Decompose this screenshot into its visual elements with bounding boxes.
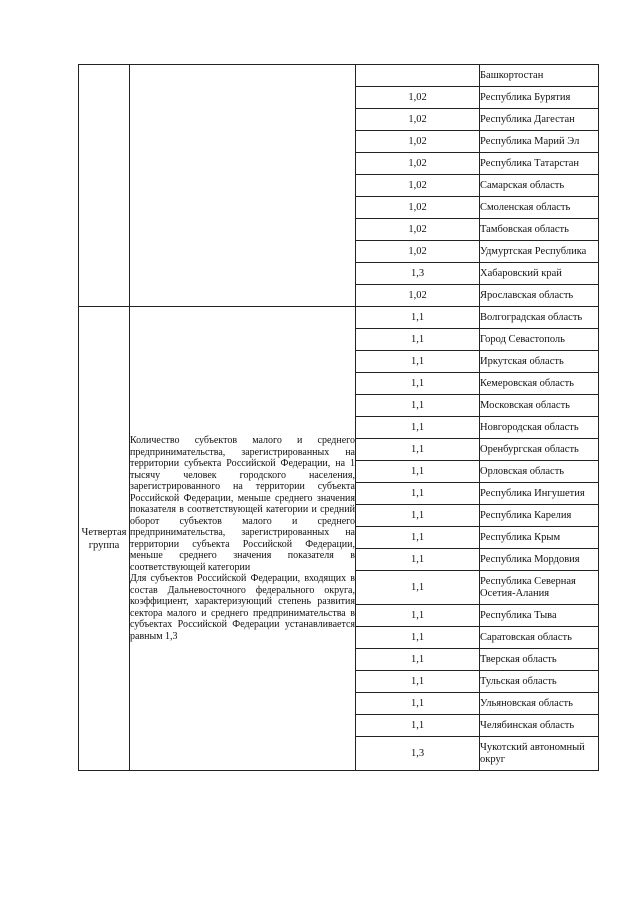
coefficient-cell: 1,3 xyxy=(356,737,480,771)
region-cell: Город Севастополь xyxy=(480,329,599,351)
group-label-line2: группа xyxy=(88,539,120,551)
region-cell: Иркутская область xyxy=(480,351,599,373)
coefficient-cell: 1,02 xyxy=(356,285,480,307)
coefficient-cell: 1,1 xyxy=(356,571,480,605)
region-cell: Московская область xyxy=(480,395,599,417)
coefficient-cell: 1,02 xyxy=(356,219,480,241)
criteria-cell-previous xyxy=(130,65,356,307)
group-label-cell xyxy=(79,307,130,771)
coefficient-cell: 1,1 xyxy=(356,671,480,693)
coefficient-cell: 1,1 xyxy=(356,649,480,671)
region-cell: Республика Ингушетия xyxy=(480,483,599,505)
region-cell: Республика Мордовия xyxy=(480,549,599,571)
region-cell: Республика Татарстан xyxy=(480,153,599,175)
region-cell: Новгородская область xyxy=(480,417,599,439)
coefficient-cell: 1,02 xyxy=(356,109,480,131)
region-cell: Республика Северная Осетия-Алания xyxy=(480,571,599,605)
region-cell: Республика Дагестан xyxy=(480,109,599,131)
coefficients-table xyxy=(78,64,599,771)
coefficient-cell: 1,02 xyxy=(356,87,480,109)
coefficient-cell: 1,1 xyxy=(356,329,480,351)
region-cell: Республика Бурятия xyxy=(480,87,599,109)
region-cell: Оренбургская область xyxy=(480,439,599,461)
region-cell: Тульская область xyxy=(480,671,599,693)
region-cell: Хабаровский край xyxy=(480,263,599,285)
region-cell: Республика Марий Эл xyxy=(480,131,599,153)
region-cell: Самарская область xyxy=(480,175,599,197)
coefficient-cell: 1,1 xyxy=(356,715,480,737)
coefficient-cell: 1,02 xyxy=(356,197,480,219)
far-east-note-paragraph: Для субъектов Российской Федерации, входящих в состав Дальневосточного федерального округа, коэффициент, характеризующий степень развития сектора малого и среднего предпринимательства в субъектах Российской Федерации устанавливается равным 1,3 xyxy=(130,573,355,642)
region-cell: Ярославская область xyxy=(480,285,599,307)
coefficient-cell: 1,02 xyxy=(356,241,480,263)
coefficient-cell: 1,1 xyxy=(356,351,480,373)
coefficient-cell: 1,1 xyxy=(356,693,480,715)
region-cell: Саратовская область xyxy=(480,627,599,649)
coefficient-cell: 1,02 xyxy=(356,175,480,197)
coefficient-cell: 1,1 xyxy=(356,505,480,527)
coefficient-cell: 1,1 xyxy=(356,373,480,395)
coefficient-cell: 1,1 xyxy=(356,417,480,439)
region-cell: Удмуртская Республика xyxy=(480,241,599,263)
coefficient-cell: 1,1 xyxy=(356,307,480,329)
region-cell: Тверская область xyxy=(480,649,599,671)
coefficient-cell: 1,1 xyxy=(356,461,480,483)
coefficient-cell: 1,1 xyxy=(356,549,480,571)
region-cell: Республика Тыва xyxy=(480,605,599,627)
coefficient-cell: 1,1 xyxy=(356,605,480,627)
coefficient-cell: 1,1 xyxy=(356,527,480,549)
criteria-paragraph: Количество субъектов малого и среднего предпринимательства, зарегистрированных на территории субъекта Российской Федерации, на 1 тысячу человек городского населения, зарегистрированного на территории субъекта Российской Федерации, меньше среднего значения показателя в соответствующей категории и средний оборот субъектов малого и среднего предпринимательства, зарегистрированных на территории субъекта Российской Федерации, меньше среднего значения показателя в соответствующей категории xyxy=(130,435,355,573)
region-cell: Смоленская область xyxy=(480,197,599,219)
group-label-line1: Четвертая xyxy=(81,526,127,538)
coefficient-cell: 1,1 xyxy=(356,439,480,461)
table-row xyxy=(79,65,599,87)
region-cell: Кемеровская область xyxy=(480,373,599,395)
coefficient-cell: 1,3 xyxy=(356,263,480,285)
region-cell: Республика Крым xyxy=(480,527,599,549)
coefficient-cell: 1,02 xyxy=(356,153,480,175)
region-cell: Башкортостан xyxy=(480,65,599,87)
region-cell: Волгоградская область xyxy=(480,307,599,329)
region-cell: Ульяновская область xyxy=(480,693,599,715)
region-cell: Чукотский автономный округ xyxy=(480,737,599,771)
coefficient-cell: 1,1 xyxy=(356,627,480,649)
coefficient-cell xyxy=(356,65,480,87)
coefficient-cell: 1,1 xyxy=(356,395,480,417)
region-cell: Орловская область xyxy=(480,461,599,483)
coefficient-cell: 1,02 xyxy=(356,131,480,153)
region-cell: Тамбовская область xyxy=(480,219,599,241)
coefficient-cell: 1,1 xyxy=(356,483,480,505)
region-cell: Республика Карелия xyxy=(480,505,599,527)
group-cell-previous xyxy=(79,65,130,307)
criteria-description-cell xyxy=(130,307,356,771)
table-row xyxy=(79,307,599,329)
region-cell: Челябинская область xyxy=(480,715,599,737)
